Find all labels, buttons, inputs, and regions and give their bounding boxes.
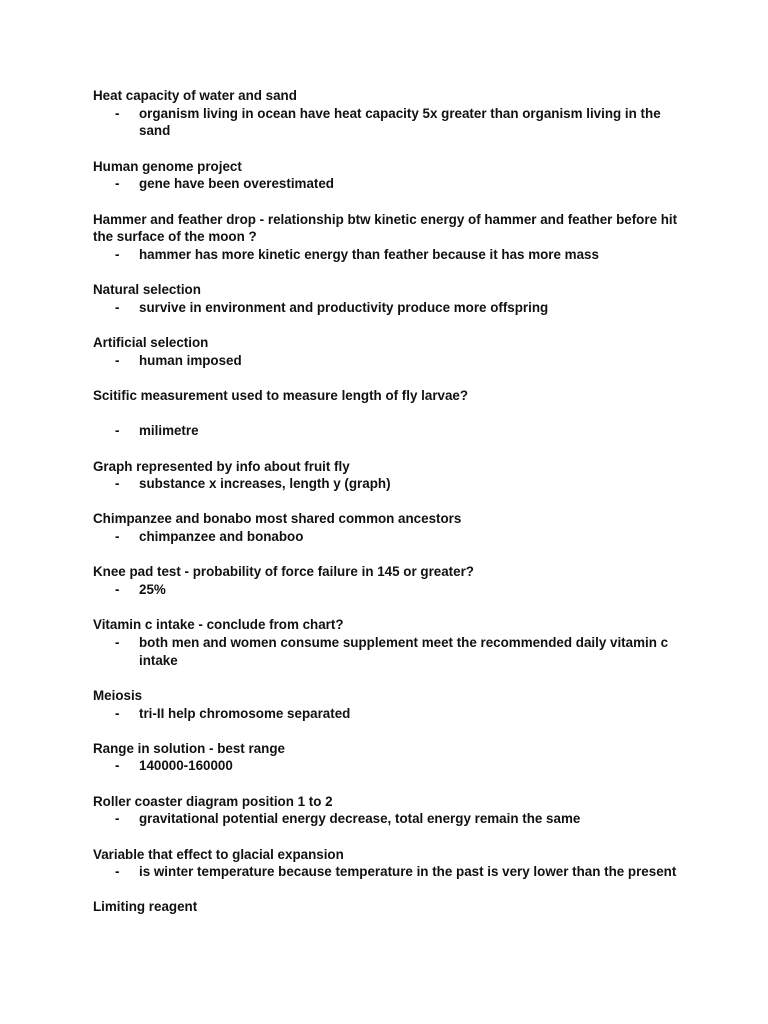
section-heading: Limiting reagent: [93, 899, 198, 915]
note-section: [93, 510, 683, 545]
dash-bullet-marker: -: [115, 299, 120, 315]
bullet-text: is winter temperature because temperature in the past is very lower than the present: [139, 864, 677, 880]
bullet-list: [93, 810, 683, 828]
bullet-list: [93, 863, 683, 881]
bullet-text: gravitational potential energy decrease, total energy remain the same: [139, 811, 581, 827]
section-heading: Artificial selection: [93, 335, 209, 351]
bullet-list: [93, 105, 683, 140]
bullet-list: [93, 246, 683, 264]
section-heading: Vitamin c intake - conclude from chart?: [93, 617, 344, 633]
bullet-text: both men and women consume supplement meet the recommended daily vitamin c intake: [139, 634, 669, 668]
bullet-item: [93, 246, 683, 264]
bullet-list: [93, 528, 683, 546]
bullet-item: [93, 105, 683, 140]
section-heading: Variable that effect to glacial expansion: [93, 846, 344, 862]
bullet-item: [93, 863, 683, 881]
bullet-list: [93, 475, 683, 493]
section-heading: Hammer and feather drop - relationship btw kinetic energy of hammer and feather before hit the surface of the moon ?: [93, 211, 678, 245]
bullet-item: [93, 757, 683, 775]
section-heading: Range in solution - best range: [93, 740, 285, 756]
bullet-item: [93, 810, 683, 828]
bullet-text: organism living in ocean have heat capacity 5x greater than organism living in the sand: [139, 105, 661, 139]
note-section: [93, 793, 683, 828]
note-section: [93, 740, 683, 775]
bullet-text: tri-II help chromosome separated: [139, 705, 351, 721]
dash-bullet-marker: -: [115, 105, 120, 121]
section-heading: Scitific measurement used to measure length of fly larvae?: [93, 387, 469, 403]
dash-bullet-marker: -: [115, 864, 120, 880]
section-heading: Meiosis: [93, 687, 143, 703]
bullet-list: [93, 352, 683, 370]
dash-bullet-marker: -: [115, 352, 120, 368]
bullet-text: gene have been overestimated: [139, 176, 334, 192]
dash-bullet-marker: -: [115, 529, 120, 545]
bullet-item: [93, 352, 683, 370]
bullet-item: [93, 422, 683, 440]
dash-bullet-marker: -: [115, 476, 120, 492]
bullet-item: [93, 175, 683, 193]
bullet-item: [93, 634, 683, 669]
note-section: [93, 687, 683, 722]
section-heading: Knee pad test - probability of force failure in 145 or greater?: [93, 564, 474, 580]
note-section: [93, 898, 683, 916]
note-section: [93, 281, 683, 316]
note-section: [93, 616, 683, 669]
note-section: [93, 158, 683, 193]
section-heading: Human genome project: [93, 158, 242, 174]
bullet-text: substance x increases, length y (graph): [139, 476, 391, 492]
bullet-item: [93, 528, 683, 546]
section-heading: Natural selection: [93, 282, 201, 298]
bullet-list: [93, 422, 683, 440]
section-heading: Graph represented by info about fruit fly: [93, 458, 350, 474]
note-section: [93, 334, 683, 369]
bullet-item: [93, 475, 683, 493]
section-heading: Chimpanzee and bonabo most shared common ancestors: [93, 511, 462, 527]
bullet-text: 140000-160000: [139, 758, 233, 774]
bullet-list: [93, 705, 683, 723]
bullet-list: [93, 581, 683, 599]
bullet-text: chimpanzee and bonaboo: [139, 529, 304, 545]
note-section: [93, 458, 683, 493]
document-body: [93, 87, 683, 934]
dash-bullet-marker: -: [115, 705, 120, 721]
bullet-item: [93, 581, 683, 599]
bullet-text: human imposed: [139, 352, 242, 368]
dash-bullet-marker: -: [115, 246, 120, 262]
bullet-text: survive in environment and productivity produce more offspring: [139, 299, 549, 315]
bullet-list: [93, 757, 683, 775]
bullet-text: 25%: [139, 582, 166, 598]
bullet-list: [93, 634, 683, 669]
bullet-text: milimetre: [139, 423, 199, 439]
note-section: [93, 387, 683, 440]
bullet-text: hammer has more kinetic energy than feather because it has more mass: [139, 246, 599, 262]
bullet-item: [93, 705, 683, 723]
section-heading: Heat capacity of water and sand: [93, 88, 297, 103]
bullet-item: [93, 299, 683, 317]
note-section: [93, 87, 683, 140]
dash-bullet-marker: -: [115, 582, 120, 598]
section-heading: Roller coaster diagram position 1 to 2: [93, 793, 333, 809]
note-section: [93, 846, 683, 881]
dash-bullet-marker: -: [115, 634, 120, 650]
note-section: [93, 211, 683, 264]
bullet-list: [93, 299, 683, 317]
bullet-list: [93, 175, 683, 193]
dash-bullet-marker: -: [115, 176, 120, 192]
note-section: [93, 563, 683, 598]
dash-bullet-marker: -: [115, 811, 120, 827]
dash-bullet-marker: -: [115, 758, 120, 774]
dash-bullet-marker: -: [115, 423, 120, 439]
